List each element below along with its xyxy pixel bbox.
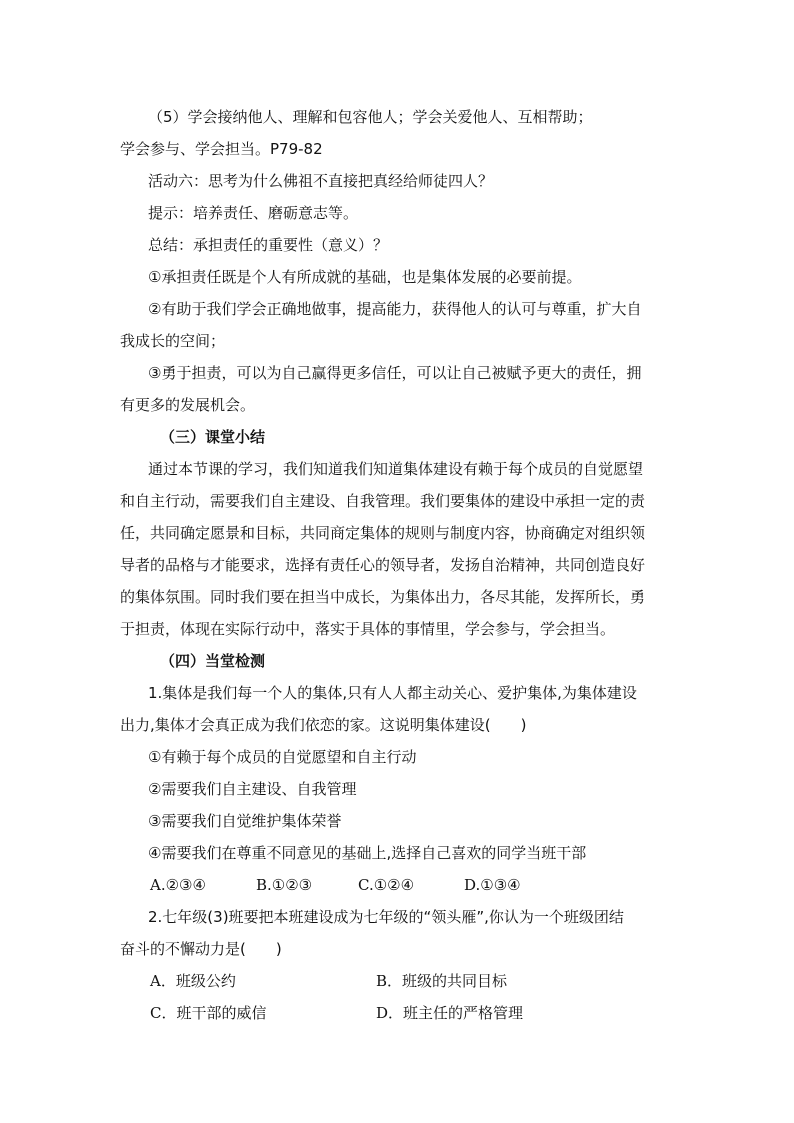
hint-line: 提示：培养责任、磨砺意志等。 bbox=[148, 204, 359, 222]
summary-line-4: 导者的品格与才能要求，选择有责任心的领导者，发扬自治精神，共同创造良好 bbox=[120, 556, 646, 574]
question-1-statement-2: ②需要我们自主建设、自我管理 bbox=[148, 780, 357, 798]
section-heading-summary: （三）课堂小结 bbox=[160, 428, 266, 446]
question-1-statement-3: ③需要我们自觉维护集体荣誉 bbox=[148, 812, 342, 830]
q2-option-d[interactable]: D．班主任的严格管理 bbox=[376, 1004, 524, 1022]
q1-option-c[interactable]: C.①②④ bbox=[358, 876, 415, 894]
q2-option-b[interactable]: B．班级的共同目标 bbox=[376, 972, 508, 990]
summary-line-1: 通过本节课的学习，我们知道我们知道集体建设有赖于每个成员的自觉愿望 bbox=[148, 460, 644, 478]
question-1-statement-1: ①有赖于每个成员的自觉愿望和自主行动 bbox=[148, 748, 417, 766]
section-heading-test: （四）当堂检测 bbox=[160, 652, 266, 670]
q2-option-a[interactable]: A．班级公约 bbox=[150, 972, 236, 990]
q2-option-c[interactable]: C．班干部的威信 bbox=[150, 1004, 267, 1022]
summary-line-5: 的集体氛围。同时我们要在担当中成长，为集体出力，各尽其能，发挥所长，勇 bbox=[120, 588, 646, 606]
q1-option-d[interactable]: D.①③④ bbox=[464, 876, 521, 894]
point-2-line: ②有助于我们学会正确地做事，提高能力，获得他人的认可与尊重，扩大自 bbox=[148, 300, 642, 318]
activity-six-line: 活动六：思考为什么佛祖不直接把真经给师徒四人？ bbox=[148, 172, 494, 190]
summary-line-6: 于担责，体现在实际行动中，落实于具体的事情里，学会参与，学会担当。 bbox=[120, 620, 616, 638]
question-1-statement-4: ④需要我们在尊重不同意见的基础上,选择自己喜欢的同学当班干部 bbox=[148, 844, 587, 862]
text-line-2: 学会参与、学会担当。P79-82 bbox=[120, 140, 323, 158]
point-3-line-cont: 有更多的发展机会。 bbox=[120, 396, 256, 414]
question-1-line-2: 出力,集体才会真正成为我们依恋的家。这说明集体建设( ) bbox=[120, 716, 527, 734]
question-1-line-1: 1.集体是我们每一个人的集体,只有人人都主动关心、爱护集体,为集体建设 bbox=[148, 684, 637, 702]
q1-option-a[interactable]: A.②③④ bbox=[150, 876, 206, 894]
point-3-line: ③勇于担责，可以为自己赢得更多信任，可以让自己被赋予更大的责任，拥 bbox=[148, 364, 642, 382]
point-2-line-cont: 我成长的空间； bbox=[120, 332, 226, 350]
summary-line-2: 和自主行动，需要我们自主建设、自我管理。我们要集体的建设中承担一定的责 bbox=[120, 492, 646, 510]
question-2-line-1: 2.七年级(3)班要把本班建设成为七年级的“领头雁”,你认为一个班级团结 bbox=[148, 908, 624, 926]
q1-option-b[interactable]: B.①②③ bbox=[256, 876, 313, 894]
point-1-line: ①承担责任既是个人有所成就的基础，也是集体发展的必要前提。 bbox=[148, 268, 582, 286]
text-line-1: （5）学会接纳他人、理解和包容他人；学会关爱他人、互相帮助； bbox=[148, 108, 593, 126]
summary-line-3: 任，共同确定愿景和目标，共同商定集体的规则与制度内容，协商确定对组织领 bbox=[120, 524, 646, 542]
conclusion-line: 总结：承担责任的重要性（意义）？ bbox=[148, 236, 389, 254]
question-2-line-2: 奋斗的不懈动力是( ) bbox=[120, 940, 282, 958]
